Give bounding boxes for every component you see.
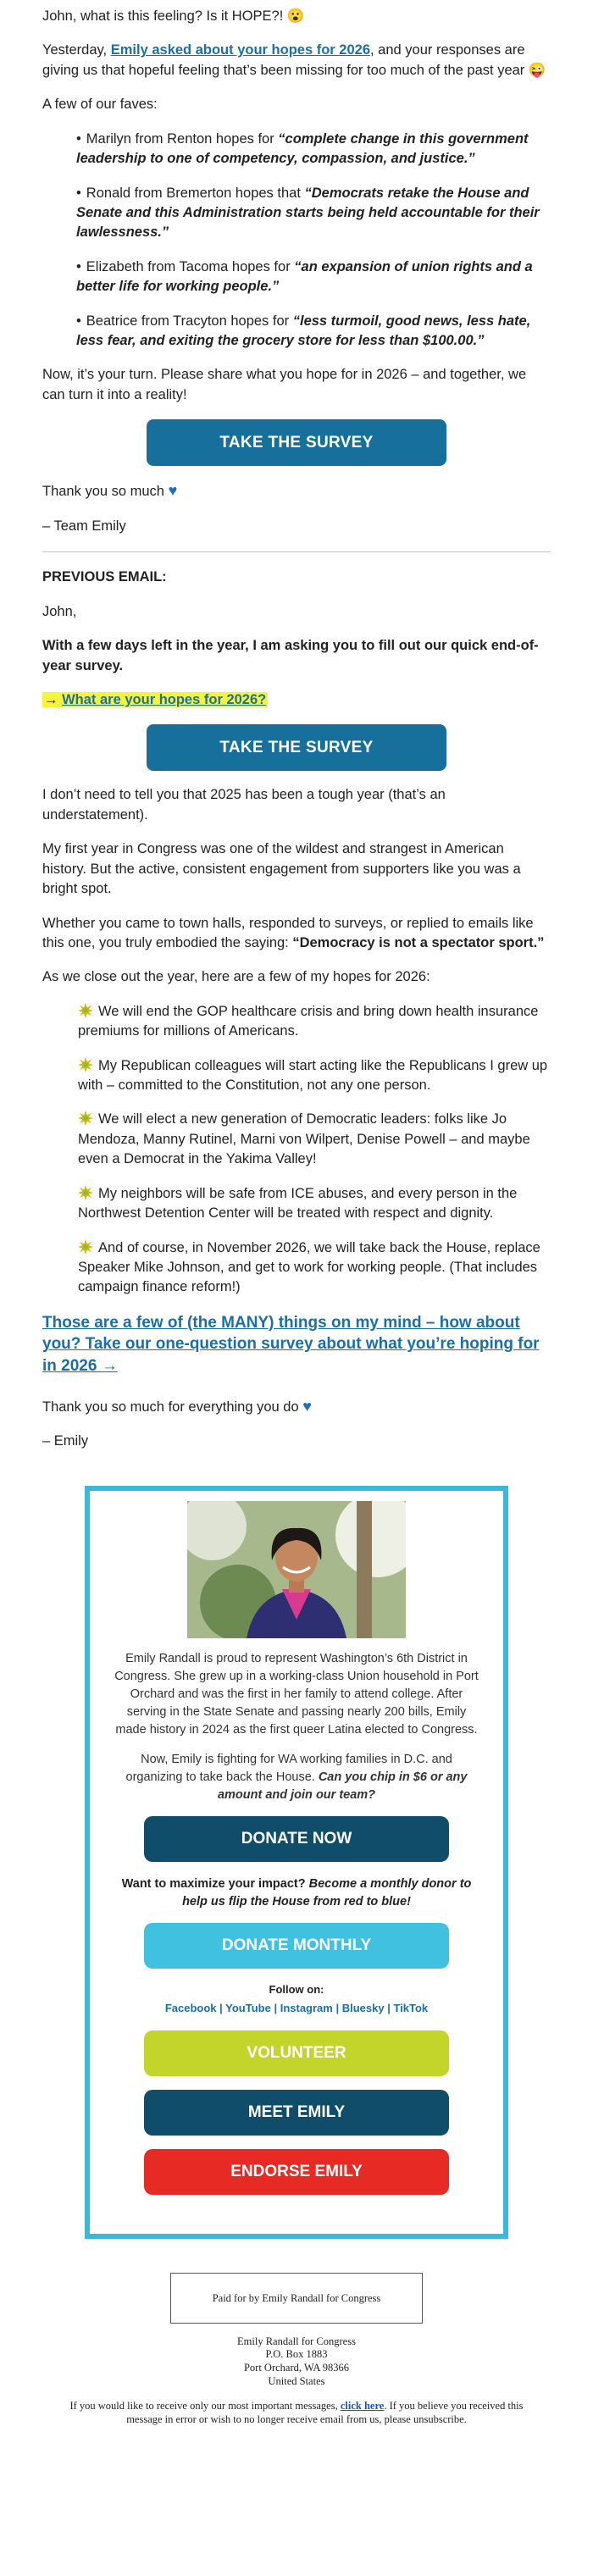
unsubscribe-notice: If you would like to receive only our most important messages, click here. If you believe you received this message in error or wish to no longer receive email from us, please unsubscribe. [69, 2400, 524, 2425]
sparkle-burst-icon [78, 1111, 93, 1126]
divider [42, 551, 551, 552]
list-item: We will end the GOP healthcare crisis and bring down health insurance premiums for millions of Americans. [78, 1003, 539, 1039]
volunteer-button[interactable]: VOLUNTEER [144, 2030, 449, 2076]
blue-heart-icon: ♥ [168, 482, 178, 500]
list-item: • Elizabeth from Tacoma hopes for “an expansion of union rights and a better life for working people.” [76, 258, 551, 297]
list-item: • Ronald from Bremerton hopes that “Democrats retake the House and Senate and this Administration starts being held accountable for their lawlessness.” [76, 184, 551, 243]
bio-paragraph: Emily Randall is proud to represent Washington’s 6th District in Congress. She grew up in a working-class Union household in Port Orchard and was the first in her family to attend college. After serving in the State Senate and passing nearly 200 bills, Emily made history in 2024 as the first queer Latina elected to Congress. [114, 1651, 479, 1737]
social-links: Facebook | YouTube | Instagram | Bluesky | TikTok [164, 2002, 429, 2015]
paragraph-tough-year: I don’t need to tell you that 2025 has been a tough year (that’s an understatement). [42, 787, 446, 823]
list-item: • Marilyn from Renton hopes for “complete change in this government leadership to one of competency, compassion, and justice.” [76, 130, 551, 169]
sparkle-burst-icon [78, 1239, 93, 1255]
paragraph-hopes-intro: As we close out the year, here are a few of my hopes for 2026: [42, 969, 430, 985]
greeting: John, [42, 603, 77, 619]
endorse-emily-button[interactable]: ENDORSE EMILY [144, 2149, 449, 2195]
intro-line: John, what is this feeling? Is it HOPE?! 😮 [42, 8, 305, 24]
thanks-line-2: Thank you so much for everything you do ♥ [42, 1396, 551, 1418]
sparkle-burst-icon [78, 1003, 93, 1018]
arrow-icon: → [44, 691, 63, 707]
candidate-box [85, 1486, 508, 2239]
astonished-emoji: 😮 [286, 8, 305, 24]
signature-emily: – Emily [42, 1433, 89, 1449]
bluesky-link[interactable]: Bluesky [341, 2002, 385, 2015]
candidate-photo [187, 1501, 406, 1638]
email-body [42, 0, 551, 1452]
take-survey-button-2[interactable]: TAKE THE SURVEY [147, 724, 446, 771]
sparkle-burst-icon [78, 1057, 93, 1072]
list-item: • Beatrice from Tracyton hopes for “less turmoil, good news, less hate, less fear, and exiting the grocery store for less than $100.00.” [76, 312, 551, 352]
blue-heart-icon: ♥ [302, 1397, 312, 1415]
hopes-list [78, 1002, 551, 1298]
footer [0, 2273, 593, 2427]
yesterday-paragraph: Yesterday, Emily asked about your hopes for 2026, and your responses are giving us that hopeful feeling that’s been missing for too much of the past year 😜 [42, 42, 546, 78]
hopes-2026-link[interactable]: What are your hopes for 2026? [62, 691, 267, 707]
winking-emoji: 😜 [528, 62, 546, 78]
survey-ask: With a few days left in the year, I am asking you to fill out our quick end-of-year survey. [42, 638, 539, 673]
faves-heading: A few of our faves: [42, 97, 158, 113]
previous-email-heading: PREVIOUS EMAIL: [42, 569, 167, 585]
highlight-link-line [42, 690, 551, 710]
donate-now-button[interactable]: DONATE NOW [144, 1816, 449, 1862]
youtube-link[interactable]: YouTube [225, 2002, 271, 2015]
list-item: My neighbors will be safe from ICE abuses, and every person in the Northwest Detention Center will be treated with respect and dignity. [78, 1185, 518, 1222]
paid-for-box: Paid for by Emily Randall for Congress [170, 2273, 423, 2324]
list-item: We will elect a new generation of Democratic leaders: folks like Jo Mendoza, Manny Rutinel, Marni von Wilpert, Denise Powell – and maybe even a Democrat in the Yakima Valley! [78, 1111, 530, 1167]
list-item: And of course, in November 2026, we will take back the House, replace Speaker Mike Johnson, and get to work for working people. (That includes campaign finance reform!) [78, 1239, 540, 1295]
your-turn-paragraph: Now, it’s your turn. Please share what you hope for in 2026 – and together, we can turn it into a reality! [42, 367, 527, 402]
paragraph-democracy: Whether you came to town halls, responded to surveys, or replied to emails like this one, you truly embodied the saying: “Democracy is not a spectator sport.” [42, 915, 545, 950]
take-survey-button[interactable]: TAKE THE SURVEY [147, 419, 446, 466]
bio-paragraph-2: Now, Emily is fighting for WA working families in D.C. and organizing to take back the House. Can you chip in $6 or any amount and join our team? [125, 1752, 468, 1802]
portrait-illustration [187, 1501, 406, 1638]
hopes-link[interactable]: Emily asked about your hopes for 2026 [110, 42, 370, 58]
survey-cta-paragraph [42, 1312, 551, 1377]
signature-team: – Team Emily [42, 518, 126, 534]
sparkle-burst-icon [78, 1185, 93, 1200]
tiktok-link[interactable]: TikTok [393, 2002, 429, 2015]
paragraph-first-year: My first year in Congress was one of the wildest and strangest in American history. But the active, consistent engagement from supporters like you was a bright spot. [42, 841, 521, 897]
faves-list [76, 130, 551, 352]
monthly-pitch: Want to maximize your impact? Become a monthly donor to help us flip the House from red to blue! [121, 1876, 472, 1908]
meet-emily-button[interactable]: MEET EMILY [144, 2090, 449, 2136]
instagram-link[interactable]: Instagram [280, 2002, 333, 2015]
follow-label: Follow on: [269, 1982, 324, 1996]
donate-monthly-button[interactable]: DONATE MONTHLY [144, 1923, 449, 1969]
click-here-link[interactable]: click here [340, 2400, 385, 2413]
survey-cta-link[interactable]: Those are a few of (the MANY) things on my mind – how about you? Take our one-question survey about what you’re hoping for in 2026 → [42, 1313, 540, 1376]
thanks-line: Thank you so much ♥ [42, 480, 551, 502]
list-item: My Republican colleagues will start acting like the Republicans I grew up with – committed to the Constitution, not any one person. [78, 1057, 548, 1094]
mailing-address: Emily Randall for Congress P.O. Box 1883 Port Orchard, WA 98366 United States [237, 2335, 356, 2387]
facebook-link[interactable]: Facebook [164, 2002, 217, 2015]
